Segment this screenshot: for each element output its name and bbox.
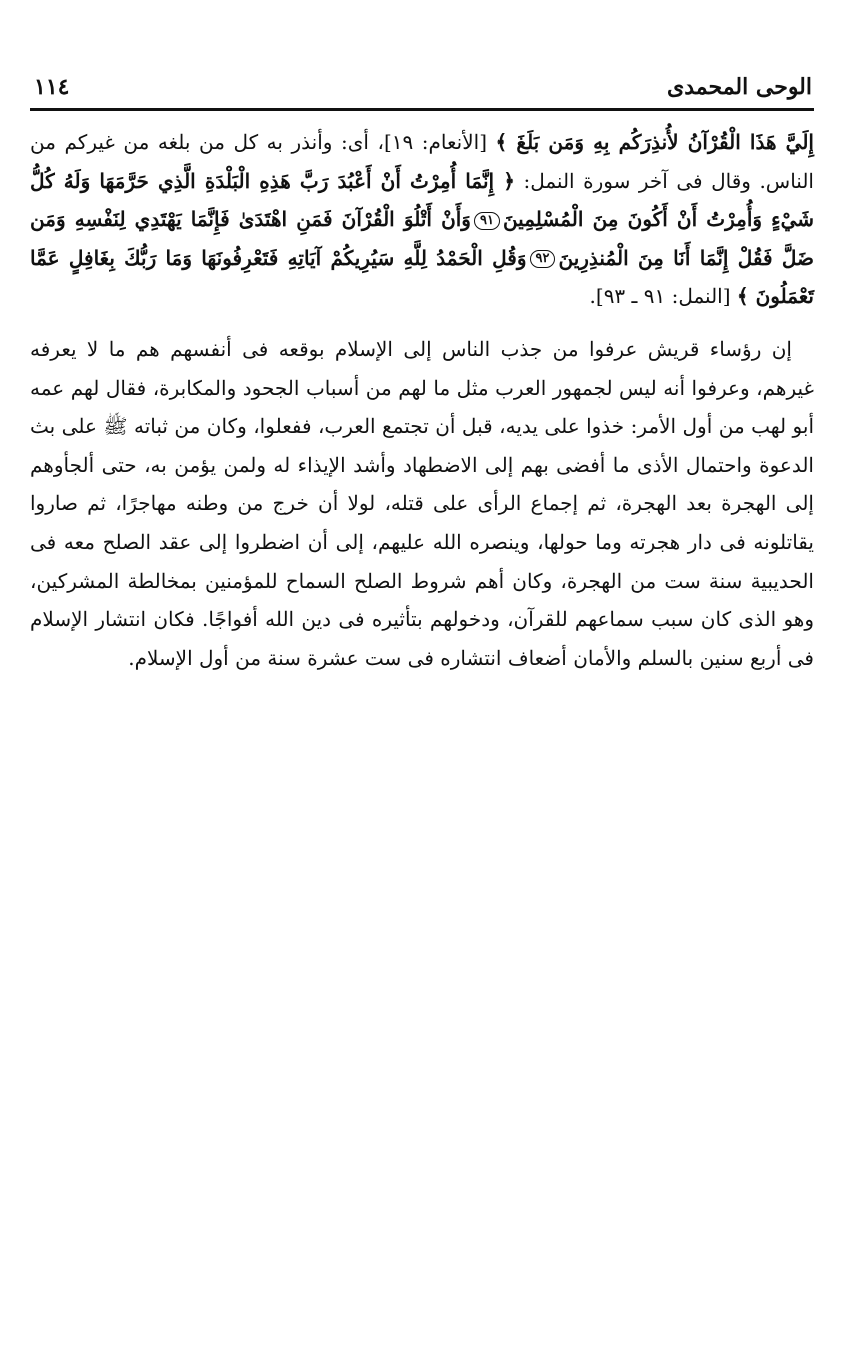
book-page <box>30 68 814 677</box>
ayah-number-marker: ٩١ <box>474 212 500 230</box>
running-header <box>30 68 814 111</box>
page-number: ١١٤ <box>34 74 70 100</box>
quran-verse: وَقُلِ الْحَمْدُ لِلَّهِ سَيُرِيكُمْ آيَاتِهِ فَتَعْرِفُونَهَا وَمَا رَبُّكَ بِغَافِلٍ عَمَّا تَعْمَلُونَ ﴾ <box>30 245 814 309</box>
running-title: الوحى المحمدى <box>667 74 812 100</box>
quran-verse: وَأَنْ أَتْلُوَ الْقُرْآنَ فَمَنِ اهْتَدَىٰ فَإِنَّمَا يَهْتَدِي لِنَفْسِهِ وَمَن ضَلَّ فَقُلْ إِنَّمَا أَنَا مِنَ الْمُنذِرِينَ <box>30 207 815 270</box>
paragraph-body: إن رؤساء قريش عرفوا من جذب الناس إلى الإسلام بوقعه فى أنفسهم هم ما لا يعرفه غيرهم، وعرفوا أنه ليس لجمهور العرب مثل ما لهم من أسباب الجحود والمكابرة، فقال لهم عمه أبو لهب من أول الأمر: خذوا على يديه، قبل أن تجتمع العرب، ففعلوا، وكان من ثباته ﷺ على بث الدعوة واحتمال الأذى ما أفضى بهم إلى الاضطهاد وأشد الإيذاء له ولمن يؤمن به، حتى ألجأوهم إلى الهجرة بعد الهجرة، ثم إجماع الرأى على قتله، لولا أن خرج من وطنه مهاجرًا، ثم صاروا يقاتلونه فى دار هجرته وما حولها، وينصره الله عليهم، إلى أن اضطروا إلى عقد الصلح معه فى الحديبية سنة ست من الهجرة، وكان أهم شروط الصلح السماح للمؤمنين بمخالطة المشركين، وهو الذى كان سبب سماعهم للقرآن، ودخولهم بتأثيره فى دين الله أفواجًا. فكان انتشار الإسلام فى أربع سنين بالسلم والأمان أضعاف انتشاره فى ست عشرة سنة من أول الإسلام. <box>30 336 814 670</box>
ayah-number-marker: ٩٢ <box>530 250 556 268</box>
body-text: [الأنعام: ١٩]، أى: وأنذر به كل من بلغه من غيركم من الناس. وقال فى آخر سورة النمل: <box>30 130 814 193</box>
quran-verse: ﴿ إِنَّمَا أُمِرْتُ أَنْ أَعْبُدَ رَبَّ هَذِهِ الْبَلْدَةِ الَّذِي حَرَّمَهَا وَلَهُ كُلُّ شَيْءٍ وَأُمِرْتُ أَنْ أَكُونَ مِنَ الْمُسْلِمِينَ <box>30 168 815 232</box>
quran-verse: إِلَيَّ هَذَا الْقُرْآنُ لأُنذِرَكُم بِهِ وَمَن بَلَغَ ﴾ <box>495 130 814 154</box>
body-text: [النمل: ٩١ ـ ٩٣]. <box>589 284 737 309</box>
paragraph-quran-citation <box>30 123 814 316</box>
